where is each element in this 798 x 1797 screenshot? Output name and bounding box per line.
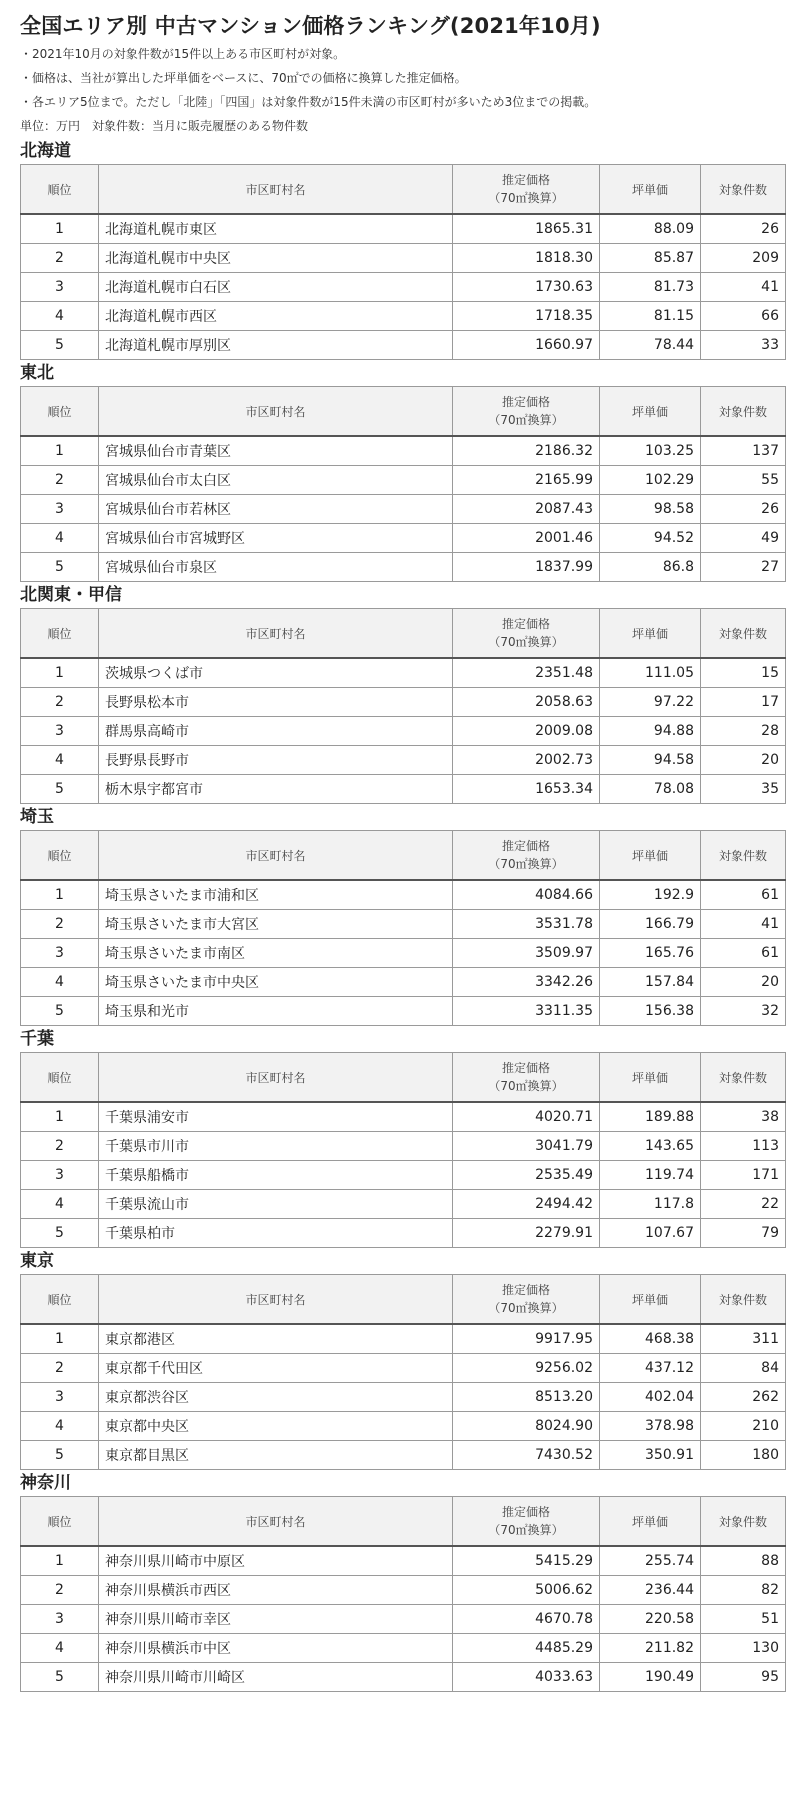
rank-cell: 2: [21, 1132, 99, 1161]
unit-price-cell: 98.58: [600, 495, 701, 524]
unit-price-cell: 255.74: [600, 1546, 701, 1576]
area-section: [20, 1248, 785, 1470]
rank-cell: 5: [21, 1663, 99, 1692]
table-row: [21, 1546, 786, 1576]
municipality-cell: 東京都千代田区: [99, 1354, 453, 1383]
note-area-limit: ・各エリア5位まで。ただし「北陸」「四国」は対象件数が15件未満の市区町村が多いため3位までの掲載。: [20, 95, 597, 109]
table-row: [21, 436, 786, 466]
header-count: 対象件数: [701, 609, 786, 659]
rank-cell: 2: [21, 910, 99, 939]
municipality-cell: 東京都中央区: [99, 1412, 453, 1441]
header-name: 市区町村名: [99, 1497, 453, 1547]
header-price: [453, 1053, 600, 1103]
count-cell: 130: [701, 1634, 786, 1663]
header-row: [21, 609, 786, 659]
price-cell: 1865.31: [453, 214, 600, 244]
area-section: [20, 582, 785, 804]
table-row: [21, 775, 786, 804]
price-cell: 2494.42: [453, 1190, 600, 1219]
price-cell: 4485.29: [453, 1634, 600, 1663]
table-row: [21, 746, 786, 775]
price-cell: 1653.34: [453, 775, 600, 804]
table-row: [21, 302, 786, 331]
unit-price-cell: 156.38: [600, 997, 701, 1026]
unit-price-cell: 78.08: [600, 775, 701, 804]
unit-price-cell: 190.49: [600, 1663, 701, 1692]
rank-cell: 5: [21, 775, 99, 804]
rank-cell: 1: [21, 880, 99, 910]
unit-price-cell: 97.22: [600, 688, 701, 717]
header-unit-price: 坪単価: [600, 1497, 701, 1547]
area-title: 埼玉: [20, 807, 54, 827]
unit-price-cell: 157.84: [600, 968, 701, 997]
count-cell: 88: [701, 1546, 786, 1576]
unit-price-cell: 94.52: [600, 524, 701, 553]
note-price-method: ・価格は、当社が算出した坪単価をベースに、70㎡での価格に換算した推定価格。: [20, 71, 467, 85]
unit-price-cell: 94.58: [600, 746, 701, 775]
municipality-cell: 宮城県仙台市青葉区: [99, 436, 453, 466]
table-row: [21, 997, 786, 1026]
table-row: [21, 553, 786, 582]
rank-cell: 5: [21, 997, 99, 1026]
unit-price-cell: 119.74: [600, 1161, 701, 1190]
unit-price-cell: 211.82: [600, 1634, 701, 1663]
count-cell: 41: [701, 910, 786, 939]
count-cell: 51: [701, 1605, 786, 1634]
header-name: 市区町村名: [99, 831, 453, 881]
header-row: [21, 165, 786, 215]
table-row: [21, 688, 786, 717]
municipality-cell: 北海道札幌市中央区: [99, 244, 453, 273]
header-price-note: （70㎡換算）: [488, 191, 564, 205]
price-cell: 9917.95: [453, 1324, 600, 1354]
price-cell: 1818.30: [453, 244, 600, 273]
rank-cell: 4: [21, 524, 99, 553]
count-cell: 26: [701, 214, 786, 244]
price-cell: 1718.35: [453, 302, 600, 331]
header-price-label: 推定価格: [501, 1061, 550, 1075]
rank-cell: 5: [21, 553, 99, 582]
table-row: [21, 331, 786, 360]
header-count: 対象件数: [701, 1053, 786, 1103]
rank-cell: 2: [21, 1576, 99, 1605]
header-name: 市区町村名: [99, 165, 453, 215]
table-row: [21, 1354, 786, 1383]
table-row: [21, 658, 786, 688]
count-cell: 55: [701, 466, 786, 495]
price-cell: 8024.90: [453, 1412, 600, 1441]
header-price-label: 推定価格: [501, 617, 550, 631]
rank-cell: 2: [21, 466, 99, 495]
area-section: [20, 138, 785, 360]
count-cell: 61: [701, 939, 786, 968]
unit-price-cell: 86.8: [600, 553, 701, 582]
price-cell: 4033.63: [453, 1663, 600, 1692]
table-row: [21, 1383, 786, 1412]
header-price-label: 推定価格: [501, 173, 550, 187]
price-cell: 2009.08: [453, 717, 600, 746]
rank-cell: 3: [21, 717, 99, 746]
area-section: [20, 360, 785, 582]
municipality-cell: 北海道札幌市厚別区: [99, 331, 453, 360]
price-cell: 5006.62: [453, 1576, 600, 1605]
municipality-cell: 北海道札幌市西区: [99, 302, 453, 331]
header-rank: 順位: [21, 1497, 99, 1547]
price-cell: 3311.35: [453, 997, 600, 1026]
price-cell: 2279.91: [453, 1219, 600, 1248]
unit-price-cell: 94.88: [600, 717, 701, 746]
count-cell: 95: [701, 1663, 786, 1692]
header-price: [453, 1275, 600, 1325]
header-count: 対象件数: [701, 1275, 786, 1325]
unit-price-cell: 236.44: [600, 1576, 701, 1605]
area-section: [20, 1026, 785, 1248]
price-cell: 4020.71: [453, 1102, 600, 1132]
municipality-cell: 千葉県流山市: [99, 1190, 453, 1219]
municipality-cell: 北海道札幌市白石区: [99, 273, 453, 302]
header-rank: 順位: [21, 165, 99, 215]
price-cell: 3509.97: [453, 939, 600, 968]
price-cell: 3531.78: [453, 910, 600, 939]
price-cell: 1660.97: [453, 331, 600, 360]
table-row: [21, 524, 786, 553]
municipality-cell: 東京都港区: [99, 1324, 453, 1354]
rank-cell: 4: [21, 746, 99, 775]
rank-cell: 5: [21, 331, 99, 360]
table-row: [21, 1161, 786, 1190]
rank-cell: 1: [21, 658, 99, 688]
header-count: 対象件数: [701, 165, 786, 215]
header-name: 市区町村名: [99, 387, 453, 437]
count-cell: 311: [701, 1324, 786, 1354]
municipality-cell: 埼玉県さいたま市浦和区: [99, 880, 453, 910]
count-cell: 210: [701, 1412, 786, 1441]
header-row: [21, 387, 786, 437]
header-price-note: （70㎡換算）: [488, 413, 564, 427]
note-target-condition: ・2021年10月の対象件数が15件以上ある市区町村が対象。: [20, 47, 346, 61]
unit-price-cell: 378.98: [600, 1412, 701, 1441]
unit-price-cell: 103.25: [600, 436, 701, 466]
count-cell: 32: [701, 997, 786, 1026]
table-row: [21, 1219, 786, 1248]
header-price: [453, 165, 600, 215]
header-unit-price: 坪単価: [600, 831, 701, 881]
header-price-label: 推定価格: [501, 839, 550, 853]
count-cell: 49: [701, 524, 786, 553]
rank-cell: 3: [21, 495, 99, 524]
table-row: [21, 244, 786, 273]
sections: [20, 138, 785, 1692]
table-row: [21, 1324, 786, 1354]
unit-price-cell: 81.73: [600, 273, 701, 302]
unit-price-cell: 468.38: [600, 1324, 701, 1354]
header-row: [21, 831, 786, 881]
header-row: [21, 1275, 786, 1325]
header-rank: 順位: [21, 831, 99, 881]
rank-cell: 1: [21, 1546, 99, 1576]
price-cell: 4084.66: [453, 880, 600, 910]
unit-price-cell: 88.09: [600, 214, 701, 244]
header-price-label: 推定価格: [501, 1505, 550, 1519]
municipality-cell: 千葉県浦安市: [99, 1102, 453, 1132]
ranking-table: [20, 1052, 786, 1248]
price-cell: 2058.63: [453, 688, 600, 717]
header-name: 市区町村名: [99, 609, 453, 659]
unit-price-cell: 85.87: [600, 244, 701, 273]
unit-price-cell: 437.12: [600, 1354, 701, 1383]
count-cell: 15: [701, 658, 786, 688]
rank-cell: 5: [21, 1441, 99, 1470]
header-price-note: （70㎡換算）: [488, 1301, 564, 1315]
header-price-note: （70㎡換算）: [488, 857, 564, 871]
municipality-cell: 長野県長野市: [99, 746, 453, 775]
rank-cell: 3: [21, 273, 99, 302]
unit-price-cell: 350.91: [600, 1441, 701, 1470]
municipality-cell: 千葉県柏市: [99, 1219, 453, 1248]
table-row: [21, 214, 786, 244]
area-section: [20, 804, 785, 1026]
rank-cell: 1: [21, 1324, 99, 1354]
table-row: [21, 1605, 786, 1634]
price-cell: 2165.99: [453, 466, 600, 495]
count-cell: 20: [701, 746, 786, 775]
rank-cell: 5: [21, 1219, 99, 1248]
header-rank: 順位: [21, 609, 99, 659]
table-row: [21, 1576, 786, 1605]
ranking-table: [20, 386, 786, 582]
area-title: 千葉: [20, 1029, 54, 1049]
header-price: [453, 1497, 600, 1547]
unit-price-cell: 165.76: [600, 939, 701, 968]
rank-cell: 3: [21, 1605, 99, 1634]
municipality-cell: 神奈川県川崎市幸区: [99, 1605, 453, 1634]
header-price: [453, 609, 600, 659]
header-count: 対象件数: [701, 831, 786, 881]
table-row: [21, 466, 786, 495]
header-price-label: 推定価格: [501, 1283, 550, 1297]
price-cell: 5415.29: [453, 1546, 600, 1576]
count-cell: 41: [701, 273, 786, 302]
count-cell: 79: [701, 1219, 786, 1248]
count-cell: 35: [701, 775, 786, 804]
rank-cell: 1: [21, 1102, 99, 1132]
municipality-cell: 埼玉県さいたま市大宮区: [99, 910, 453, 939]
ranking-table: [20, 830, 786, 1026]
table-row: [21, 968, 786, 997]
table-row: [21, 495, 786, 524]
rank-cell: 4: [21, 968, 99, 997]
unit-price-cell: 192.9: [600, 880, 701, 910]
unit-price-cell: 143.65: [600, 1132, 701, 1161]
rank-cell: 2: [21, 688, 99, 717]
count-cell: 38: [701, 1102, 786, 1132]
rank-cell: 2: [21, 244, 99, 273]
rank-cell: 4: [21, 1412, 99, 1441]
header-row: [21, 1497, 786, 1547]
header-name: 市区町村名: [99, 1275, 453, 1325]
count-cell: 180: [701, 1441, 786, 1470]
municipality-cell: 埼玉県さいたま市中央区: [99, 968, 453, 997]
municipality-cell: 北海道札幌市東区: [99, 214, 453, 244]
header-unit-price: 坪単価: [600, 609, 701, 659]
municipality-cell: 千葉県市川市: [99, 1132, 453, 1161]
header-price-note: （70㎡換算）: [488, 1523, 564, 1537]
count-cell: 137: [701, 436, 786, 466]
rank-cell: 3: [21, 1161, 99, 1190]
count-cell: 84: [701, 1354, 786, 1383]
municipality-cell: 神奈川県横浜市中区: [99, 1634, 453, 1663]
price-cell: 2535.49: [453, 1161, 600, 1190]
municipality-cell: 東京都渋谷区: [99, 1383, 453, 1412]
count-cell: 209: [701, 244, 786, 273]
table-row: [21, 1190, 786, 1219]
header-unit-price: 坪単価: [600, 165, 701, 215]
price-cell: 2351.48: [453, 658, 600, 688]
municipality-cell: 群馬県高崎市: [99, 717, 453, 746]
table-row: [21, 717, 786, 746]
municipality-cell: 埼玉県さいたま市南区: [99, 939, 453, 968]
unit-price-cell: 189.88: [600, 1102, 701, 1132]
table-row: [21, 1663, 786, 1692]
municipality-cell: 宮城県仙台市太白区: [99, 466, 453, 495]
count-cell: 171: [701, 1161, 786, 1190]
area-section: [20, 1470, 785, 1692]
header-unit-price: 坪単価: [600, 1053, 701, 1103]
municipality-cell: 埼玉県和光市: [99, 997, 453, 1026]
count-cell: 113: [701, 1132, 786, 1161]
count-cell: 33: [701, 331, 786, 360]
count-cell: 20: [701, 968, 786, 997]
header-row: [21, 1053, 786, 1103]
table-row: [21, 880, 786, 910]
rank-cell: 3: [21, 1383, 99, 1412]
unit-price-cell: 220.58: [600, 1605, 701, 1634]
table-row: [21, 1441, 786, 1470]
rank-cell: 3: [21, 939, 99, 968]
count-cell: 28: [701, 717, 786, 746]
notes: [20, 42, 785, 138]
ranking-table: [20, 1274, 786, 1470]
count-cell: 82: [701, 1576, 786, 1605]
municipality-cell: 栃木県宇都宮市: [99, 775, 453, 804]
header-price: [453, 831, 600, 881]
municipality-cell: 宮城県仙台市泉区: [99, 553, 453, 582]
table-row: [21, 939, 786, 968]
municipality-cell: 東京都目黒区: [99, 1441, 453, 1470]
price-cell: 1837.99: [453, 553, 600, 582]
price-cell: 4670.78: [453, 1605, 600, 1634]
unit-price-cell: 111.05: [600, 658, 701, 688]
unit-price-cell: 102.29: [600, 466, 701, 495]
municipality-cell: 長野県松本市: [99, 688, 453, 717]
count-cell: 17: [701, 688, 786, 717]
unit-price-cell: 402.04: [600, 1383, 701, 1412]
count-cell: 27: [701, 553, 786, 582]
price-cell: 7430.52: [453, 1441, 600, 1470]
area-title: 神奈川: [20, 1473, 71, 1493]
price-cell: 1730.63: [453, 273, 600, 302]
header-rank: 順位: [21, 1275, 99, 1325]
header-price: [453, 387, 600, 437]
count-cell: 262: [701, 1383, 786, 1412]
header-unit-price: 坪単価: [600, 1275, 701, 1325]
price-cell: 9256.02: [453, 1354, 600, 1383]
municipality-cell: 宮城県仙台市若林区: [99, 495, 453, 524]
ranking-table: [20, 164, 786, 360]
count-cell: 61: [701, 880, 786, 910]
municipality-cell: 宮城県仙台市宮城野区: [99, 524, 453, 553]
unit-price-cell: 107.67: [600, 1219, 701, 1248]
header-count: 対象件数: [701, 387, 786, 437]
count-cell: 26: [701, 495, 786, 524]
header-name: 市区町村名: [99, 1053, 453, 1103]
rank-cell: 1: [21, 436, 99, 466]
header-rank: 順位: [21, 387, 99, 437]
table-row: [21, 1412, 786, 1441]
table-row: [21, 273, 786, 302]
ranking-document: [20, 10, 785, 1692]
table-row: [21, 1132, 786, 1161]
header-price-note: （70㎡換算）: [488, 635, 564, 649]
table-row: [21, 1102, 786, 1132]
rank-cell: 1: [21, 214, 99, 244]
count-cell: 22: [701, 1190, 786, 1219]
rank-cell: 4: [21, 1634, 99, 1663]
rank-cell: 4: [21, 302, 99, 331]
area-title: 東北: [20, 363, 54, 383]
municipality-cell: 千葉県船橋市: [99, 1161, 453, 1190]
unit-price-cell: 117.8: [600, 1190, 701, 1219]
municipality-cell: 神奈川県横浜市西区: [99, 1576, 453, 1605]
table-row: [21, 1634, 786, 1663]
price-cell: 2087.43: [453, 495, 600, 524]
municipality-cell: 神奈川県川崎市中原区: [99, 1546, 453, 1576]
header-count: 対象件数: [701, 1497, 786, 1547]
count-cell: 66: [701, 302, 786, 331]
area-title: 北関東・甲信: [20, 585, 122, 605]
rank-cell: 4: [21, 1190, 99, 1219]
page-title: 全国エリア別 中古マンション価格ランキング(2021年10月): [20, 14, 601, 38]
area-title: 東京: [20, 1251, 54, 1271]
header-rank: 順位: [21, 1053, 99, 1103]
header-price-note: （70㎡換算）: [488, 1079, 564, 1093]
area-title: 北海道: [20, 141, 71, 161]
header-unit-price: 坪単価: [600, 387, 701, 437]
price-cell: 8513.20: [453, 1383, 600, 1412]
table-row: [21, 910, 786, 939]
note-units: 単位：万円 対象件数：当月に販売履歴のある物件数: [20, 119, 309, 133]
price-cell: 3041.79: [453, 1132, 600, 1161]
rank-cell: 2: [21, 1354, 99, 1383]
unit-price-cell: 81.15: [600, 302, 701, 331]
price-cell: 3342.26: [453, 968, 600, 997]
unit-price-cell: 78.44: [600, 331, 701, 360]
price-cell: 2186.32: [453, 436, 600, 466]
municipality-cell: 神奈川県川崎市川崎区: [99, 1663, 453, 1692]
ranking-table: [20, 608, 786, 804]
price-cell: 2002.73: [453, 746, 600, 775]
unit-price-cell: 166.79: [600, 910, 701, 939]
municipality-cell: 茨城県つくば市: [99, 658, 453, 688]
ranking-table: [20, 1496, 786, 1692]
header-price-label: 推定価格: [501, 395, 550, 409]
price-cell: 2001.46: [453, 524, 600, 553]
